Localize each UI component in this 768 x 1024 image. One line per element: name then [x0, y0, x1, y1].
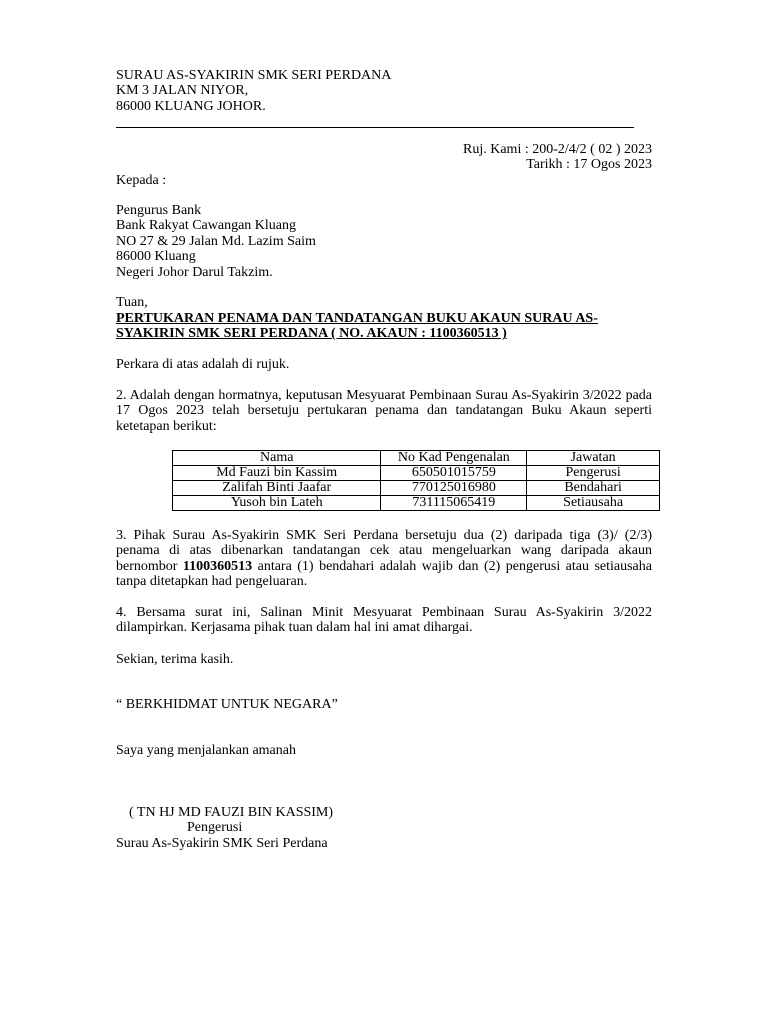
- letterhead-divider: [116, 127, 634, 128]
- table-row: [173, 466, 660, 481]
- paragraph-line: penama di atas dibenarkan tandatangan cek atau mengeluarkan wang daripada akaun: [116, 543, 652, 559]
- recipient-line: Bank Rakyat Cawangan Kluang: [116, 218, 297, 234]
- closing-text: Sekian, terima kasih.: [116, 652, 234, 667]
- paragraph-line: dilampirkan. Kerjasama pihak tuan dalam hal ini amat dihargai.: [116, 620, 473, 636]
- cell-nama: Zalifah Binti Jaafar: [173, 481, 381, 496]
- paragraph-4: [116, 605, 652, 636]
- reference-block: [463, 142, 652, 173]
- recipient-line: 86000 Kluang: [116, 249, 196, 265]
- paragraph-line: tanpa ditetapkan had pengeluaran.: [116, 574, 308, 590]
- cell-kad: 731115065419: [381, 496, 527, 511]
- paragraph-line: ketetapan berikut:: [116, 418, 217, 434]
- paragraph-2: [116, 388, 652, 434]
- reference-number: Ruj. Kami : 200-2/4/2 ( 02 ) 2023: [463, 142, 652, 157]
- signatory-name: ( TN HJ MD FAUZI BIN KASSIM): [129, 805, 334, 820]
- cell-kad: 770125016980: [381, 481, 527, 496]
- paragraph-1: Perkara di atas adalah di rujuk.: [116, 357, 290, 372]
- paragraph-line-account: [116, 559, 652, 574]
- amanah-text: Saya yang menjalankan amanah: [116, 743, 296, 758]
- letterhead-name: SURAU AS-SYAKIRIN SMK SERI PERDANA: [116, 68, 392, 83]
- paragraph-line: 2. Adalah dengan hormatnya, keputusan Mesyuarat Pembinaan Surau As-Syakirin 3/2022 pada: [116, 388, 652, 403]
- paragraph-line: 3. Pihak Surau As-Syakirin SMK Seri Perdana bersetuju dua (2) daripada tiga (3)/ (2/3): [116, 528, 652, 543]
- column-header-kad: No Kad Pengenalan: [381, 451, 527, 466]
- column-header-nama: Nama: [173, 451, 381, 466]
- paragraph-3: [116, 528, 652, 590]
- cell-jawatan: Pengerusi: [527, 466, 660, 481]
- table-row: [173, 481, 660, 496]
- kepada-label: Kepada :: [116, 173, 167, 188]
- table-row: [173, 496, 660, 511]
- cell-kad: 650501015759: [381, 466, 527, 481]
- table-header-row: [173, 451, 660, 466]
- paragraph-line: 4. Bersama surat ini, Salinan Minit Mesyuarat Pembinaan Surau As-Syakirin 3/2022: [116, 605, 652, 620]
- cell-jawatan: Setiausaha: [527, 496, 660, 511]
- account-number: 1100360513: [182, 558, 253, 574]
- recipient-line: Negeri Johor Darul Takzim.: [116, 264, 273, 280]
- subject-line: SYAKIRIN SMK SERI PERDANA ( NO. AKAUN : 1100360513 ): [116, 326, 507, 342]
- recipient-line: Pengurus Bank: [116, 203, 202, 218]
- salutation: Tuan,: [116, 295, 148, 310]
- cell-jawatan: Bendahari: [527, 481, 660, 496]
- column-header-jawatan: Jawatan: [527, 451, 660, 466]
- paragraph-line: 17 Ogos 2023 telah bersetuju pertukaran penama dan tandatangan Buku Akaun seperti: [116, 403, 652, 419]
- letterhead-postcode-line: 86000 KLUANG JOHOR.: [116, 98, 266, 114]
- signatory-title: Pengerusi: [187, 820, 243, 835]
- signatory-organization: Surau As-Syakirin SMK Seri Perdana: [116, 836, 328, 851]
- subject-line: PERTUKARAN PENAMA DAN TANDATANGAN BUKU AKAUN SURAU AS-: [116, 311, 598, 326]
- subject: [116, 311, 598, 342]
- motto: “ BERKHIDMAT UNTUK NEGARA”: [116, 697, 338, 712]
- cell-nama: Yusoh bin Lateh: [173, 496, 381, 511]
- recipient-address: [116, 203, 316, 280]
- text-fragment: bernombor: [116, 558, 183, 574]
- cell-nama: Md Fauzi bin Kassim: [173, 466, 381, 481]
- reference-date: Tarikh : 17 Ogos 2023: [526, 157, 652, 173]
- text-fragment: antara (1) bendahari adalah wajib dan (2) pengerusi atau setiausaha: [252, 558, 652, 574]
- letterhead: [116, 68, 391, 114]
- recipient-line: NO 27 & 29 Jalan Md. Lazim Saim: [116, 233, 316, 249]
- letterhead-address-line: KM 3 JALAN NIYOR,: [116, 83, 249, 99]
- signatory-table: [172, 450, 660, 511]
